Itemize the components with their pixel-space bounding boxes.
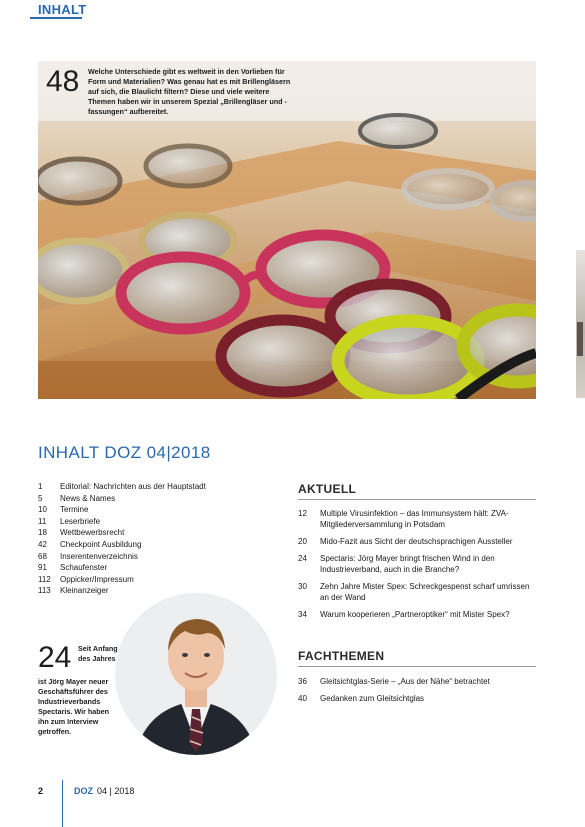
toc-item-page: 11 [38, 516, 47, 526]
toc-item-page: 12 [298, 509, 307, 518]
toc-item-page: 36 [298, 677, 307, 686]
toc-item-title: Schaufenster [60, 563, 108, 573]
toc-item[interactable] [38, 540, 278, 552]
portrait-photo [115, 593, 277, 755]
toc-item-page: 1 [38, 482, 43, 491]
toc-item-title: Multiple Virusinfektion – das Immunsystem hält: ZVA-Mitgliederversammlung in Potsdam [320, 509, 509, 529]
toc-item[interactable] [38, 552, 278, 564]
toc-item-title: Kleinanzeiger [60, 586, 109, 596]
toc-item[interactable] [298, 553, 538, 581]
toc-item[interactable] [298, 676, 538, 693]
adjacent-page-edge [576, 250, 585, 398]
footer-issue: 04 | 2018 [97, 786, 135, 796]
person-portrait-illustration [115, 593, 277, 755]
toc-item[interactable] [298, 609, 538, 623]
toc-item-title: Mido-Fazit aus Sicht der deutschsprachigen Aussteller [320, 537, 513, 546]
toc-item-page: 68 [38, 551, 47, 561]
toc-item-page: 91 [38, 563, 47, 573]
toc-item[interactable] [38, 528, 278, 540]
footer-divider [62, 780, 63, 827]
footer-page-number: 2 [38, 786, 44, 796]
toc-item-page: 5 [38, 493, 43, 503]
hero-caption: Welche Unterschiede gibt es weltweit in den Vorlieben für Form und Materialien? Was genau hat es mit Brillengläsern auf sich, die Blaulicht filtern? Diese und viele weitere Themen haben wir in unserem Spezial „Brillengläser und -fassungen“ aufbereitet. [88, 67, 291, 116]
toc-item-page: 112 [38, 574, 51, 584]
toc-item[interactable] [38, 575, 278, 587]
toc-item-title: Checkpoint Ausbildung [60, 539, 142, 549]
toc-item-title: Oppicker/Impressum [60, 574, 134, 584]
hero-photo [38, 61, 536, 399]
toc-item-page: 24 [298, 554, 307, 563]
toc-item[interactable] [298, 693, 538, 707]
toc-item-page: 10 [38, 505, 47, 515]
toc-item-page: 40 [298, 694, 307, 703]
portrait-page-number: 24 [38, 641, 72, 674]
aktuell-rule [298, 499, 536, 500]
aktuell-list [298, 508, 538, 623]
toc-item-page: 34 [298, 610, 307, 619]
toc-item-title: Gedanken zum Gleitsichtglas [320, 694, 425, 703]
toc-item-page: 113 [38, 586, 51, 596]
portrait-caption-bottom: ist Jörg Mayer neuer Geschäftsführer des Industrieverbands Spectaris. Wir haben ihn zum Interview getroffen. [38, 677, 110, 736]
toc-item-title: Gleitsichtglas-Serie – „Aus der Nähe“ betrachtet [320, 677, 490, 686]
fachthemen-heading: FACHTHEMEN [298, 649, 385, 663]
toc-item-title: Zehn Jahre Mister Spex: Schreckgespenst scharf umrissen an der Wand [320, 582, 530, 602]
toc-item-title: Wettbewerbsrecht [60, 528, 125, 538]
toc-item-page: 18 [38, 528, 47, 538]
toc-item-title: Warum kooperieren „Partneroptiker“ mit Mister Spex? [320, 610, 510, 619]
toc-item-title: Inserentenverzeichnis [60, 551, 138, 561]
portrait-caption-top: Seit Anfang des Jahres [78, 644, 118, 663]
toc-item[interactable] [38, 517, 278, 529]
toc-item[interactable] [38, 494, 278, 506]
toc-item-title: News & Names [60, 493, 116, 503]
section-label: INHALT [38, 2, 87, 17]
hero-page-number: 48 [46, 65, 80, 98]
fachthemen-list [298, 676, 538, 707]
toc-item-title: Termine [60, 505, 89, 515]
toc-item-page: 20 [298, 537, 307, 546]
toc-item-title: Leserbriefe [60, 516, 101, 526]
header-underline [30, 17, 82, 19]
toc-left-list [38, 482, 278, 598]
toc-item[interactable] [38, 505, 278, 517]
toc-item[interactable] [298, 536, 538, 553]
footer-magazine: DOZ [74, 786, 93, 796]
toc-item[interactable] [38, 482, 278, 494]
toc-title: INHALT DOZ 04|2018 [38, 443, 211, 462]
toc-item-page: 42 [38, 539, 47, 549]
toc-item-title: Spectaris: Jörg Mayer bringt frischen Wind in den Industrieverband, auch in die Branche? [320, 554, 495, 574]
toc-item[interactable] [298, 581, 538, 609]
toc-item[interactable] [38, 586, 278, 598]
toc-item[interactable] [38, 563, 278, 575]
toc-item[interactable] [298, 508, 538, 536]
adjacent-page-detail [577, 322, 583, 356]
toc-item-page: 30 [298, 582, 307, 591]
fachthemen-rule [298, 666, 536, 667]
aktuell-heading: AKTUELL [298, 482, 357, 496]
toc-item-title: Editorial: Nachrichten aus der Hauptstadt [60, 482, 206, 491]
